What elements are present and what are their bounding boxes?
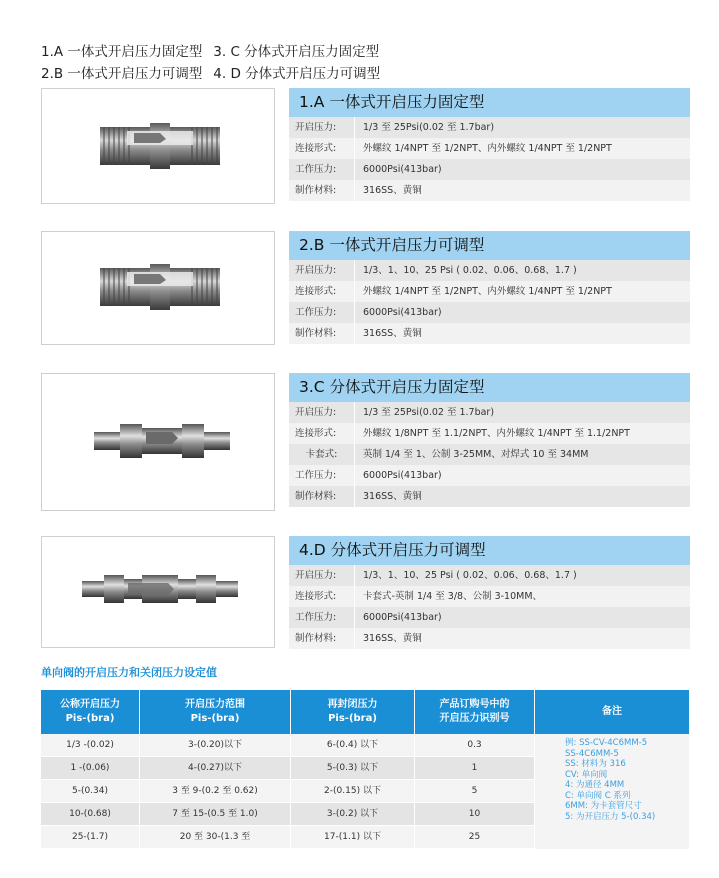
table-header [41,690,689,734]
spec-row [289,465,690,486]
column-header: 开启压力范围 Pis-(bra) [140,690,291,734]
legend-row-1 [41,41,380,63]
table-cell: 25 [415,826,535,848]
column-header: 备注 [602,706,622,717]
spec-label: 制作材料: [289,323,355,344]
table-cell: 3-(0.2) 以下 [291,803,415,825]
table-cell: 1 [415,757,535,779]
table-cell: 6-(0.4) 以下 [291,734,415,756]
column-header: 再封闭压力 Pis-(bra) [291,690,415,734]
pressure-table [41,690,689,849]
spec-value: 英制 1/4 至 1、公制 3-25MM、对焊式 10 至 34MM [363,449,589,460]
spec-row [289,180,690,201]
spec-value: 卡套式-英制 1/4 至 3/8、公制 3-10MM、 [363,591,543,602]
product-d-spec [289,536,690,649]
spec-value: 316SS、黄铜 [363,491,422,502]
spec-label: 连接形式: [289,138,355,159]
note-line: C: 单向阀 C 系列 [565,790,631,801]
spec-label: 制作材料: [289,628,355,649]
spec-label: 开启压力: [289,260,355,281]
note-line: 6MM: 为卡套管尺寸 [565,801,642,811]
table-cell: 3-(0.20)以下 [140,734,291,756]
spec-label: 开启压力: [289,117,355,138]
spec-label: 制作材料: [289,180,355,201]
table-cell: 5 [415,780,535,802]
split-valve-icon [42,374,274,510]
legend-item-b: 2.B 一体式开启压力可调型 [41,66,203,82]
split-valve-long-icon [42,537,274,647]
note-line: 4: 为通径 4MM [565,780,625,790]
spec-row [289,628,690,649]
spec-value: 1/3 至 25Psi(0.02 至 1.7bar) [363,122,495,133]
table-cell: 5-(0.34) [41,780,140,802]
product-d-image [41,536,275,648]
table-cell: 4-(0.27)以下 [140,757,291,779]
product-c-spec [289,373,690,507]
spec-row [289,586,690,607]
spec-label: 开启压力: [289,565,355,586]
product-b-rows [289,260,690,344]
spec-value: 6000Psi(413bar) [363,612,442,623]
spec-row [289,565,690,586]
column-header: 公称开启压力 Pis-(bra) [41,690,140,734]
table-row [41,780,535,803]
one-piece-valve-icon [42,89,274,203]
product-c-title: 3.C 分体式开启压力固定型 [289,373,690,402]
product-c-rows [289,402,690,507]
spec-label: 制作材料: [289,486,355,507]
spec-label: 工作压力: [289,159,355,180]
note-line: SS-4C6MM-5 [565,748,619,759]
spec-row [289,302,690,323]
spec-value: 316SS、黄铜 [363,633,422,644]
table-cell: 7 至 15-(0.5 至 1.0) [140,803,291,825]
product-a-title: 1.A 一体式开启压力固定型 [289,88,690,117]
spec-value: 外螺纹 1/4NPT 至 1/2NPT、内外螺纹 1/4NPT 至 1/2NPT [363,143,612,154]
legend-item-c: 3. C 分体式开启压力固定型 [213,44,380,60]
product-a-rows [289,117,690,201]
note-line: 例: SS-CV-4C6MM-5 [565,738,648,748]
spec-label: 工作压力: [289,302,355,323]
table-cell: 10 [415,803,535,825]
spec-row [289,260,690,281]
table-cell: 17-(1.1) 以下 [291,826,415,848]
note-line: CV: 单向阀 [565,769,608,780]
spec-label: 连接形式: [289,281,355,302]
product-b-spec [289,231,690,344]
spec-row [289,402,690,423]
table-row [41,734,535,757]
spec-value: 1/3、1、10、25 Psi ( 0.02、0.06、0.68、1.7 ) [363,570,577,581]
column-header: 产品订购号中的 开启压力识别号 [415,690,535,734]
table-cell: 10-(0.68) [41,803,140,825]
notes-cell [535,734,689,849]
spec-row [289,323,690,344]
spec-label: 工作压力: [289,465,355,486]
table-body [41,734,689,849]
product-legend [41,41,380,85]
table-cell: 5-(0.3) 以下 [291,757,415,779]
one-piece-valve-icon [42,232,274,344]
legend-row-2 [41,63,380,85]
product-d-title: 4.D 分体式开启压力可调型 [289,536,690,565]
spec-label: 工作压力: [289,607,355,628]
table-cell: 1 -(0.06) [41,757,140,779]
spec-row [289,444,690,465]
legend-item-d: 4. D 分体式开启压力可调型 [213,66,381,82]
spec-value: 316SS、黄铜 [363,328,422,339]
spec-label: 连接形式: [289,423,355,444]
table-rows [41,734,535,849]
table-cell: 3 至 9-(0.2 至 0.62) [140,780,291,802]
spec-row [289,138,690,159]
spec-value: 1/3、1、10、25 Psi ( 0.02、0.06、0.68、1.7 ) [363,265,577,276]
spec-value: 316SS、黄铜 [363,185,422,196]
table-cell: 2-(0.15) 以下 [291,780,415,802]
spec-row [289,159,690,180]
spec-row [289,486,690,507]
product-b-image [41,231,275,345]
table-cell: 0.3 [415,734,535,756]
product-a-spec [289,88,690,201]
spec-value: 6000Psi(413bar) [363,470,442,481]
table-row [41,803,535,826]
note-line: 5: 为开启压力 5-(0.34) [565,811,656,822]
product-d-rows [289,565,690,649]
spec-row [289,607,690,628]
product-a-image [41,88,275,204]
spec-value: 6000Psi(413bar) [363,307,442,318]
product-c-image [41,373,275,511]
spec-label: 连接形式: [289,586,355,607]
table-cell: 20 至 30-(1.3 至 [140,826,291,848]
spec-value: 1/3 至 25Psi(0.02 至 1.7bar) [363,407,495,418]
table-row [41,757,535,780]
product-b-title: 2.B 一体式开启压力可调型 [289,231,690,260]
spec-value: 6000Psi(413bar) [363,164,442,175]
spec-label: 开启压力: [289,402,355,423]
spec-value: 外螺纹 1/8NPT 至 1.1/2NPT、内外螺纹 1/4NPT 至 1.1/2NPT [363,428,630,439]
note-line: SS: 材料为 316 [565,759,626,769]
spec-label: 卡套式: [289,444,355,465]
spec-row [289,281,690,302]
spec-row [289,423,690,444]
spec-row [289,117,690,138]
pressure-table-title: 单向阀的开启压力和关闭压力设定值 [41,666,217,679]
legend-item-a: 1.A 一体式开启压力固定型 [41,44,203,60]
table-cell: 1/3 -(0.02) [41,734,140,756]
spec-value: 外螺纹 1/4NPT 至 1/2NPT、内外螺纹 1/4NPT 至 1/2NPT [363,286,612,297]
table-row [41,826,535,849]
table-cell: 25-(1.7) [41,826,140,848]
